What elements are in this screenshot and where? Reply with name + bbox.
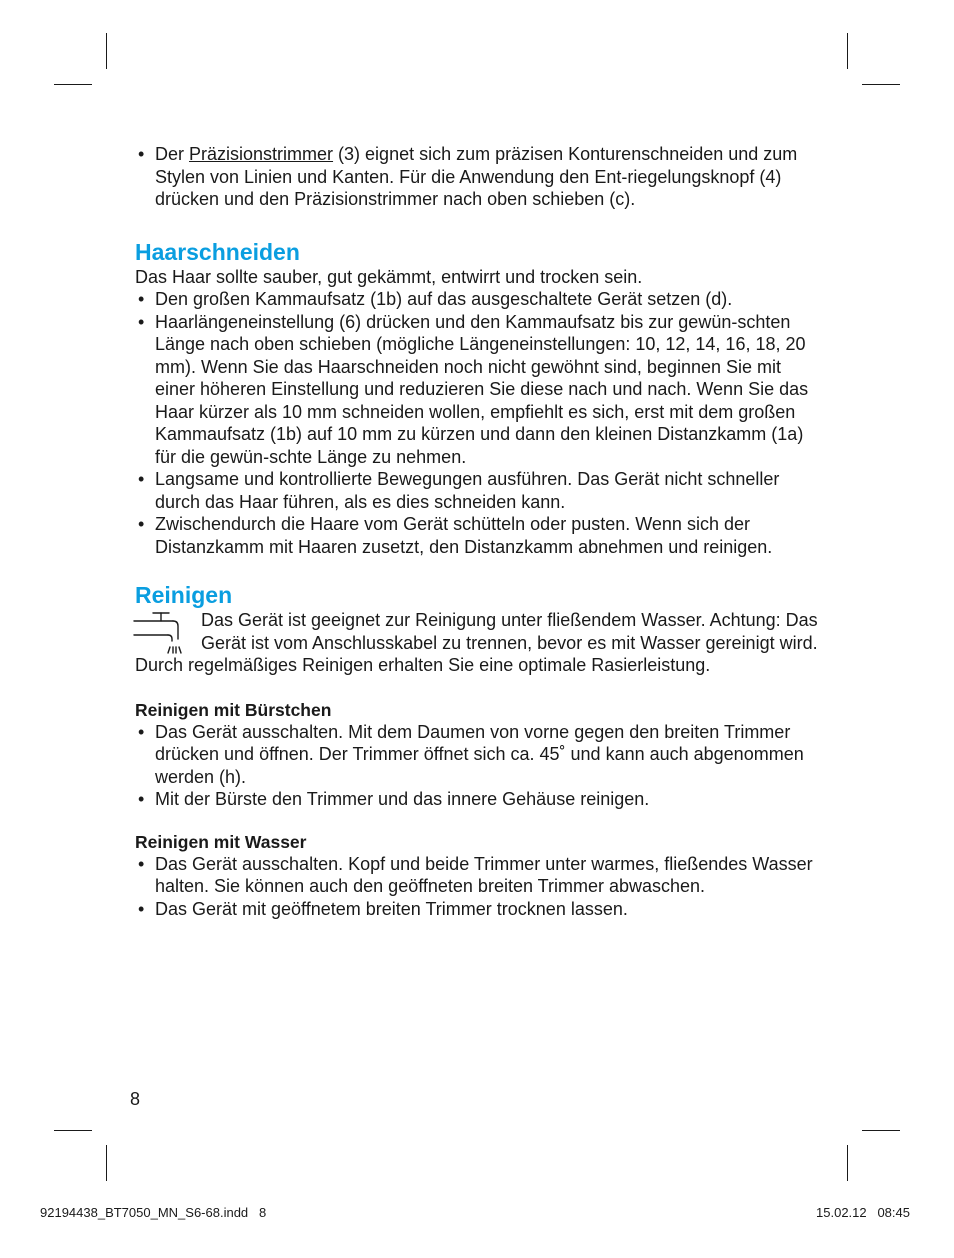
haarschneiden-list bbox=[135, 288, 825, 558]
page-content bbox=[135, 143, 825, 920]
crop-mark bbox=[847, 33, 848, 69]
page-number: 8 bbox=[130, 1089, 141, 1109]
list-item: • Der Präzisionstrimmer (3) eignet sich zum präzisen Konturenschneiden und zum Stylen von Linien und Kanten. Für die Anwendung den Ent-riegelungsknopf (4) drücken und den Präzisionstrimmer nach oben schieben (c). bbox=[135, 143, 825, 211]
section-title: Haarschneiden bbox=[135, 238, 300, 265]
crop-mark bbox=[54, 84, 92, 85]
water-notice bbox=[135, 609, 825, 654]
water-notice-text: Das Gerät ist geeignet zur Reinigung unter fließendem Wasser. Achtung: Das Gerät ist vom Anschlusskabel zu trennen, bevor es mit Wasser gereinigt wird. bbox=[201, 610, 818, 653]
list-item: • Den großen Kammaufsatz (1b) auf das ausgeschaltete Gerät setzen (d). bbox=[135, 288, 825, 311]
intro-list bbox=[135, 143, 825, 211]
list-item: • Das Gerät mit geöffnetem breiten Trimmer trocknen lassen. bbox=[135, 898, 825, 921]
wasser-list bbox=[135, 853, 825, 921]
footer-date: 15.02.12 08:45 bbox=[816, 1205, 910, 1220]
subheading-buerstchen: Reinigen mit Bürstchen bbox=[135, 699, 332, 720]
subheading-wasser: Reinigen mit Wasser bbox=[135, 831, 307, 852]
section-title: Reinigen bbox=[135, 582, 233, 608]
list-item: • Das Gerät ausschalten. Kopf und beide Trimmer unter warmes, fließendes Wasser halten. Sie können auch den geöffneten breiten Trimmer abwaschen. bbox=[135, 853, 825, 898]
list-item: • Das Gerät ausschalten. Mit dem Daumen von vorne gegen den breiten Trimmer drücken und öffnen. Der Trimmer öffnet sich ca. 45˚ und kann auch abgenommen werden (h). bbox=[135, 721, 825, 789]
buerstchen-list bbox=[135, 721, 825, 811]
term-precision-trimmer: Präzisionstrimmer bbox=[189, 144, 334, 164]
list-item: • Mit der Bürste den Trimmer und das innere Gehäuse reinigen. bbox=[135, 788, 825, 811]
list-item: • Haarlängeneinstellung (6) drücken und den Kammaufsatz bis zur gewün-schten Länge nach oben schieben (mögliche Längeneinstellungen: 10, 12, 14, 16, 18, 20 mm). Wenn Sie das Haarschneiden noch nicht gewöhnt sind, beginnen Sie mit einer höheren Einstellung und reduzieren Sie diese nach und nach. Wenn Sie das Haar kürzer als 10 mm schneiden wollen, empfiehlt es sich, erst mit dem großen Kammaufsatz (1b) auf 10 mm zu kürzen und dann den kleinen Distanzkamm (1a) für die gewün-schte Länge zu nehmen. bbox=[135, 311, 825, 469]
list-item: • Zwischendurch die Haare vom Gerät schütteln oder pusten. Wenn sich der Distanzkamm mit Haaren zusetzt, den Distanzkamm abnehmen und reinigen. bbox=[135, 513, 825, 558]
crop-mark bbox=[862, 84, 900, 85]
crop-mark bbox=[862, 1130, 900, 1131]
section-reinigen bbox=[135, 581, 825, 920]
footer-file: 92194438_BT7050_MN_S6-68.indd 8 bbox=[40, 1205, 267, 1220]
section-intro: Das Haar sollte sauber, gut gekämmt, entwirrt und trocken sein. bbox=[135, 266, 643, 287]
crop-mark bbox=[106, 33, 107, 69]
crop-mark bbox=[847, 1145, 848, 1181]
crop-mark bbox=[54, 1130, 92, 1131]
section-haarschneiden bbox=[135, 238, 825, 559]
water-tap-icon bbox=[133, 611, 193, 665]
crop-mark bbox=[106, 1145, 107, 1181]
list-item: • Langsame und kontrollierte Bewegungen ausführen. Das Gerät nicht schneller durch das Haar führen, als es dies schneiden kann. bbox=[135, 468, 825, 513]
cleaning-paragraph: Durch regelmäßiges Reinigen erhalten Sie eine optimale Rasierleistung. bbox=[135, 655, 711, 675]
